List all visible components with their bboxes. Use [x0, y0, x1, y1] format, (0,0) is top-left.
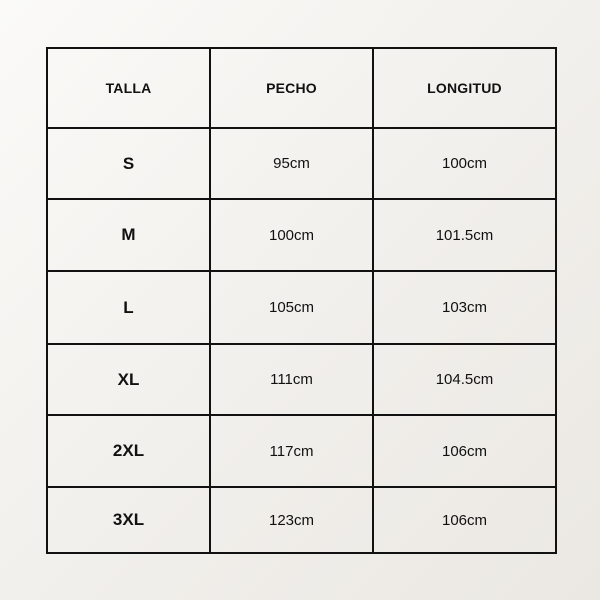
size-label: M — [47, 199, 210, 271]
header-longitud: LONGITUD — [373, 48, 556, 128]
chest-value: 117cm — [210, 415, 373, 487]
length-value: 106cm — [373, 487, 556, 553]
chest-value: 123cm — [210, 487, 373, 553]
table-row — [47, 271, 556, 344]
header-pecho: PECHO — [210, 48, 373, 128]
chest-value: 105cm — [210, 271, 373, 344]
length-value: 104.5cm — [373, 344, 556, 415]
size-chart-table — [46, 47, 557, 554]
length-value: 106cm — [373, 415, 556, 487]
header-talla: TALLA — [47, 48, 210, 128]
length-value: 101.5cm — [373, 199, 556, 271]
chest-value: 100cm — [210, 199, 373, 271]
length-value: 100cm — [373, 128, 556, 199]
size-label: 2XL — [47, 415, 210, 487]
table-header-row — [47, 48, 556, 128]
table-row — [47, 128, 556, 199]
chest-value: 111cm — [210, 344, 373, 415]
table-row — [47, 487, 556, 553]
size-label: S — [47, 128, 210, 199]
length-value: 103cm — [373, 271, 556, 344]
size-label: 3XL — [47, 487, 210, 553]
chest-value: 95cm — [210, 128, 373, 199]
table-row — [47, 415, 556, 487]
size-label: XL — [47, 344, 210, 415]
table-row — [47, 199, 556, 271]
table-row — [47, 344, 556, 415]
size-label: L — [47, 271, 210, 344]
